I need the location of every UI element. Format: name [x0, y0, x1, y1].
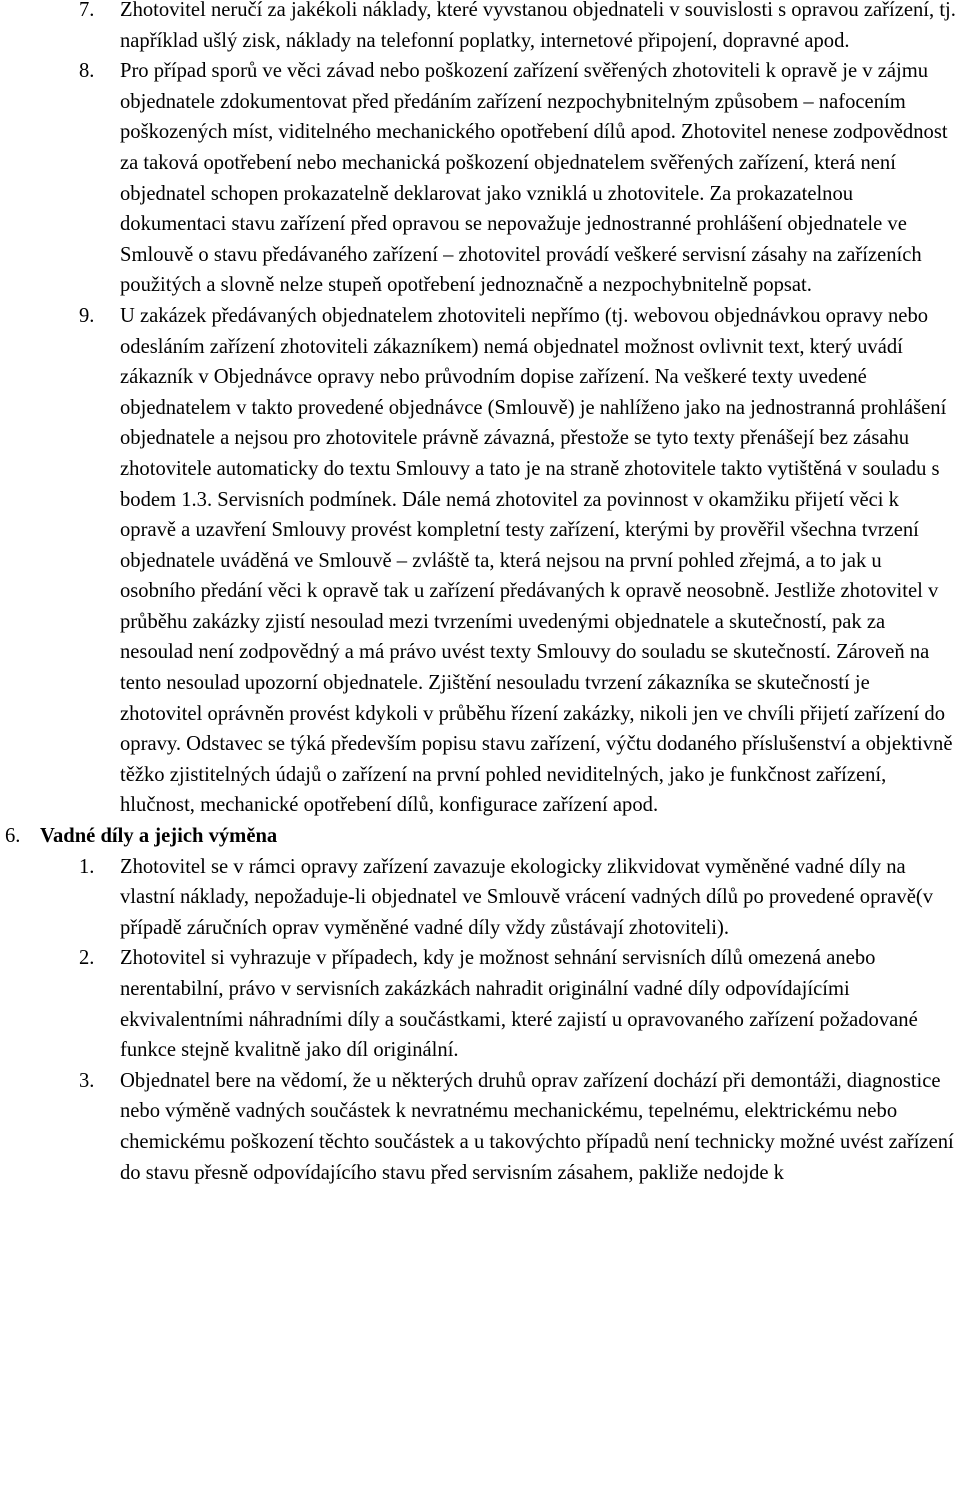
section-heading: [0, 821, 960, 852]
section-number: 6.: [5, 825, 21, 848]
list-item-number: 3.: [79, 1069, 95, 1092]
list-item-number: 9.: [79, 304, 95, 327]
list-item-number: 2.: [79, 947, 95, 970]
list-item-text: Zhotovitel neručí za jakékoli náklady, které vyvstanou objednateli v souvislosti s opravou zařízení, tj. například ušlý zisk, náklady na telefonní poplatky, internetové připojení, dopravné apod.: [120, 0, 956, 52]
list-item-text: Objednatel bere na vědomí, že u některých druhů oprav zařízení dochází při demontáži, diagnostice nebo výměně vadných součástek k nevratnému mechanickému, tepelnému, elektrickému nebo chemickému poškození těchto součástek a u takovýchto případů není technicky možné uvést zařízení do stavu přesně odpovídajícího stavu před servisním zásahem, pakliže nedojde k: [120, 1069, 954, 1184]
list-item-text: U zakázek předávaných objednatelem zhotoviteli nepřímo (tj. webovou objednávkou opravy nebo odesláním zařízení zhotoviteli zákazníkem) nemá objednatel možnost ovlivnit text, který uvádí zákazník v Objednávce opravy nebo průvodním dopise zařízení. Na veškeré texty uvedené objednatelem v takto provedené objednávce (Smlouvě) je nahlíženo jako na jednostranná prohlášení objednatele a nejsou pro zhotovitele právně závazná, přestože se tyto texty přenášejí bez zásahu zhotovitele automaticky do textu Smlouvy a tato je na straně zhotovitele takto vytištěná v souladu s bodem 1.3. Servisních podmínek. Dále nemá zhotovitel za povinnost v okamžiku přijetí věci k opravě a uzavření Smlouvy provést kompletní testy zařízení, kterými by prověřil všechna tvrzení objednatele uváděná ve Smlouvě – zvláště ta, která nejsou na první pohled zřejmá, a to jak u osobního předání věci k opravě tak u zařízení předávaných k opravě neosobně. Jestliže zhotovitel v průběhu zakázky zjistí nesoulad mezi tvrzeními uvedenými objednatele a skutečností, pak za nesoulad není zodpovědný a má právo uvést texty Smlouvy do souladu se skutečností. Zároveň na tento nesoulad upozorní objednatele. Zjištění nesouladu tvrzení zákazníka se skutečností je zhotovitel oprávněn provést kdykoli v průběhu řízení zakázky, nikoli jen ve chvíli přijetí zařízení do opravy. Odstavec se týká především popisu stavu zařízení, výčtu dodaného příslušenství a objektivně těžko zjistitelných údajů o zařízení na první pohled neviditelných, jako je funkčnost zařízení, hlučnost, mechanické opotřebení dílů, konfigurace zařízení apod.: [120, 304, 953, 817]
list-item-number: 7.: [79, 0, 95, 21]
list-item-3: [0, 1066, 960, 1188]
list-item-9: [0, 301, 960, 821]
list-item-7: [0, 0, 960, 56]
list-item-text: Pro případ sporů ve věci závad nebo poškození zařízení svěřených zhotoviteli k opravě je v zájmu objednatele zdokumentovat před předáním zařízení nezpochybnitelným způsobem – nafocením poškozených míst, viditelného mechanického opotřebení dílů apod. Zhotovitel nenese zodpovědnost za taková opotřebení nebo mechanická poškození objednatelem svěřených zařízení, která není objednatel schopen prokazatelně deklarovat jako vzniklá u zhotovitele. Za prokazatelnou dokumentaci stavu zařízení před opravou se nepovažuje jednostranné prohlášení objednatele ve Smlouvě o stavu předávaného zařízení – zhotovitel provádí veškeré servisní zásahy na zařízeních použitých a slovně nelze stupeň opotřebení jednoznačně a nezpochybnitelně popsat.: [120, 60, 948, 297]
list-item-text: Zhotovitel si vyhrazuje v případech, kdy je možnost sehnání servisních dílů omezená anebo nerentabilní, právo v servisních zakázkách nahradit originální vadné díly odpovídajícími ekvivalentními náhradními díly a součástkami, které zajistí u opravovaného zařízení požadované funkce stejně kvalitně jako díl originální.: [120, 947, 918, 1062]
list-item-1: [0, 852, 960, 944]
list-item-number: 1.: [79, 855, 95, 878]
section-title: Vadné díly a jejich výměna: [40, 825, 278, 848]
list-item-8: [0, 56, 960, 301]
list-item-number: 8.: [79, 60, 95, 83]
list-item-text: Zhotovitel se v rámci opravy zařízení zavazuje ekologicky zlikvidovat vyměněné vadné díly na vlastní náklady, nepožaduje-li objednatel ve Smlouvě vrácení vadných dílů po provedené opravě(v případě záručních oprav vyměněné vadné díly vždy zůstávají zhotoviteli).: [120, 855, 933, 939]
list-item-2: [0, 943, 960, 1065]
